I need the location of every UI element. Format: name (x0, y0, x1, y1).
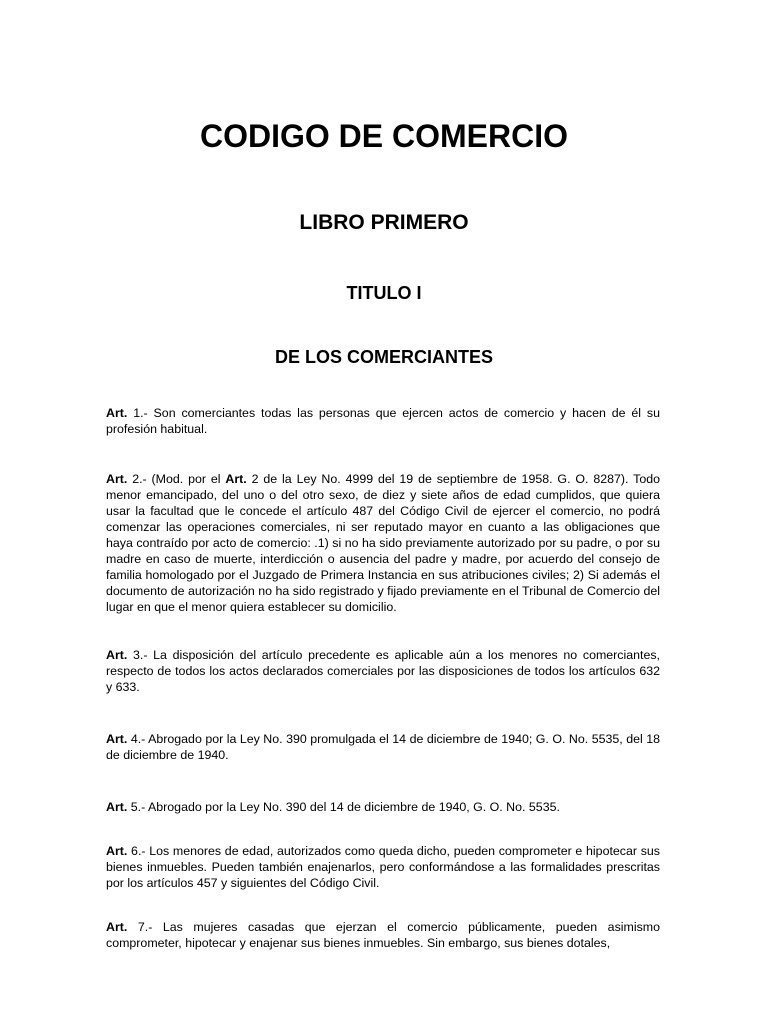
article-2 (106, 471, 660, 615)
article-label: Art. (106, 732, 128, 746)
article-text: 5.- Abrogado por la Ley No. 390 del 14 de diciembre de 1940, G. O. No. 5535. (127, 800, 560, 814)
article-label: Art. (106, 648, 128, 662)
article-text: 4.- Abrogado por la Ley No. 390 promulgada el 14 de diciembre de 1940; G. O. No. 5535, del 18 de diciembre de 1940. (106, 732, 660, 762)
article-text: 2 de la Ley No. 4999 del 19 de septiembre de 1958. G. O. 8287). Todo menor emancipado, del uno o del otro sexo, de diez y siete años de edad cumplidos, que quiera usar la facultad que le concede el artículo 487 del Código Civil de ejercer el comercio, no podrá comenzar las operaciones comerciales, ni ser reputado mayor en cuanto a las obligaciones que haya contraído por acto de comercio: .1) si no ha sido previamente autorizado por su padre, o por su madre en caso de muerte, interdicción o ausencia del padre y madre, por acuerdo del consejo de familia homologado por el Juzgado de Primera Instancia en sus atribuciones civiles; 2) Si además el documento de autorización no ha sido registrado y fijado previamente en el Tribunal de Comercio del lugar en que el menor quiera establecer su domicilio. (106, 472, 660, 614)
article-label: Art. (106, 800, 128, 814)
article-7 (106, 919, 660, 951)
article-label: Art. (106, 406, 128, 420)
article-text: 6.- Los menores de edad, autorizados como queda dicho, pueden comprometer e hipotecar sus bienes inmuebles. Pueden también enajenarlos, pero conformándose a las formalidades prescritas por los artículos 457 y siguientes del Código Civil. (106, 844, 660, 890)
article-label: Art. (106, 472, 128, 486)
article-4 (106, 731, 660, 763)
articles-list (106, 405, 660, 983)
article-reference-label: Art. (225, 472, 247, 486)
book-heading: LIBRO PRIMERO (299, 211, 469, 234)
article-text: 3.- La disposición del artículo precedente es aplicable aún a los menores no comerciantes, respecto de todos los actos declarados comerciales por las disposiciones de todos los artículos 632 y 633. (106, 648, 660, 694)
article-text: 7.- Las mujeres casadas que ejerzan el comercio públicamente, pueden asimismo comprometer, hipotecar y enajenar sus bienes inmuebles. Sin embargo, sus bienes dotales, (106, 920, 660, 950)
section-heading: TITULO I (346, 283, 422, 303)
document-title: CODIGO DE COMERCIO (199, 118, 568, 154)
article-6 (106, 843, 660, 891)
chapter-heading: DE LOS COMERCIANTES (274, 347, 493, 367)
article-1 (106, 405, 660, 437)
article-text: 1.- Son comerciantes todas las personas que ejercen actos de comercio y hacen de él su profesión habitual. (106, 406, 660, 436)
article-label: Art. (106, 844, 128, 858)
article-text: 2.- (Mod. por el (127, 472, 226, 486)
article-5 (106, 799, 660, 815)
article-label: Art. (106, 920, 128, 934)
article-3 (106, 647, 660, 695)
